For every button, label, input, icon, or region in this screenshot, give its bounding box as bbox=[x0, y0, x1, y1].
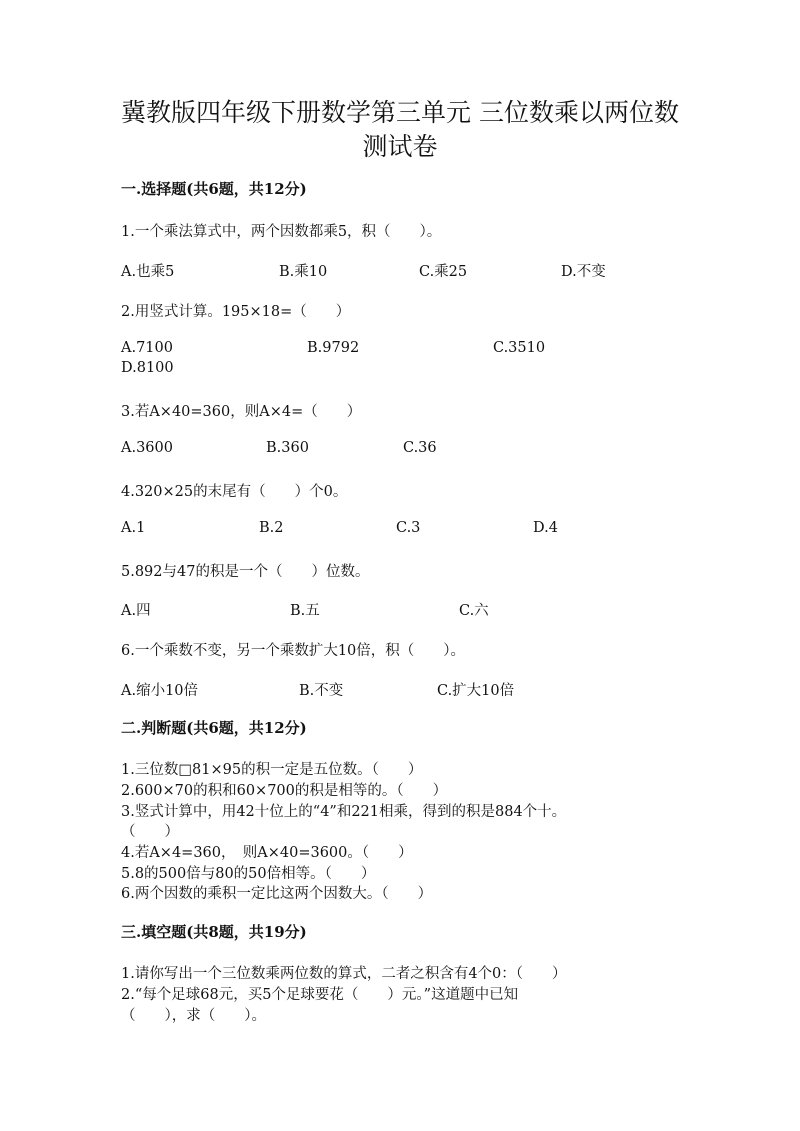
list-item: 4.若A×4=360， 则A×40=3600。（ ） bbox=[121, 845, 413, 861]
option: A.也乘5 bbox=[121, 264, 175, 280]
question-text: 6.一个乘数不变，另一个乘数扩大10倍，积（ ）。 bbox=[121, 643, 466, 659]
list-item: （ ），求（ ）。 bbox=[121, 1008, 266, 1024]
title-line-2: 测试卷 bbox=[362, 132, 438, 161]
list-item: 1.三位数□81×95的积一定是五位数。（ ） bbox=[121, 762, 423, 778]
title-line-1: 冀教版四年级下册数学第三单元 三位数乘以两位数 bbox=[121, 98, 679, 127]
option: C.六 bbox=[459, 603, 489, 619]
option: C.3 bbox=[396, 520, 421, 536]
list-item: （ ） bbox=[121, 824, 179, 840]
list-item: 3.竖式计算中，用42十位上的“4”和221相乘，得到的积是884个十。 bbox=[121, 804, 567, 820]
option: C.乘25 bbox=[419, 264, 468, 280]
list-item: 2.600×70的积和60×700的积是相等的。（ ） bbox=[121, 783, 448, 799]
option: A.1 bbox=[121, 520, 146, 536]
list-item: 6.两个因数的乘积一定比这两个因数大。（ ） bbox=[121, 886, 433, 902]
question-text: 3.若A×40=360，则A×4=（ ） bbox=[121, 404, 362, 420]
option: B.9792 bbox=[307, 340, 360, 356]
option: C.36 bbox=[403, 440, 437, 456]
option: B.不变 bbox=[299, 683, 344, 699]
question-text: 5.892与47的积是一个（ ）位数。 bbox=[121, 564, 370, 580]
option: C.3510 bbox=[493, 340, 546, 356]
option: D.不变 bbox=[561, 264, 606, 280]
list-item: 1.请你写出一个三位数乘两位数的算式，二者之积含有4个0：（ ） bbox=[121, 966, 567, 982]
option: B.2 bbox=[259, 520, 284, 536]
section-heading-fill: 三.填空题(共8题，共19分) bbox=[121, 923, 307, 941]
list-item: 2.“每个足球68元，买5个足球要花（ ）元。”这道题中已知 bbox=[121, 987, 519, 1003]
option: A.7100 bbox=[121, 340, 173, 356]
section-heading-judge: 二.判断题(共6题，共12分) bbox=[121, 719, 307, 737]
option: D.4 bbox=[533, 520, 558, 536]
option: B.乘10 bbox=[279, 264, 328, 280]
question-text: 2.用竖式计算。195×18=（ ） bbox=[121, 304, 351, 320]
option: A.四 bbox=[121, 603, 151, 619]
page-title bbox=[0, 96, 800, 164]
option: B.五 bbox=[290, 603, 320, 619]
question-text: 4.320×25的末尾有（ ）个0。 bbox=[121, 484, 348, 500]
option: A.缩小10倍 bbox=[121, 683, 199, 699]
option: B.360 bbox=[266, 440, 309, 456]
section-heading-choice: 一.选择题(共6题，共12分) bbox=[121, 180, 307, 198]
list-item: 5.8的500倍与80的50倍相等。（ ） bbox=[121, 866, 376, 882]
option: C.扩大10倍 bbox=[437, 683, 515, 699]
option: A.3600 bbox=[121, 440, 173, 456]
option: D.8100 bbox=[121, 360, 174, 376]
question-text: 1.一个乘法算式中，两个因数都乘5，积（ ）。 bbox=[121, 224, 442, 240]
